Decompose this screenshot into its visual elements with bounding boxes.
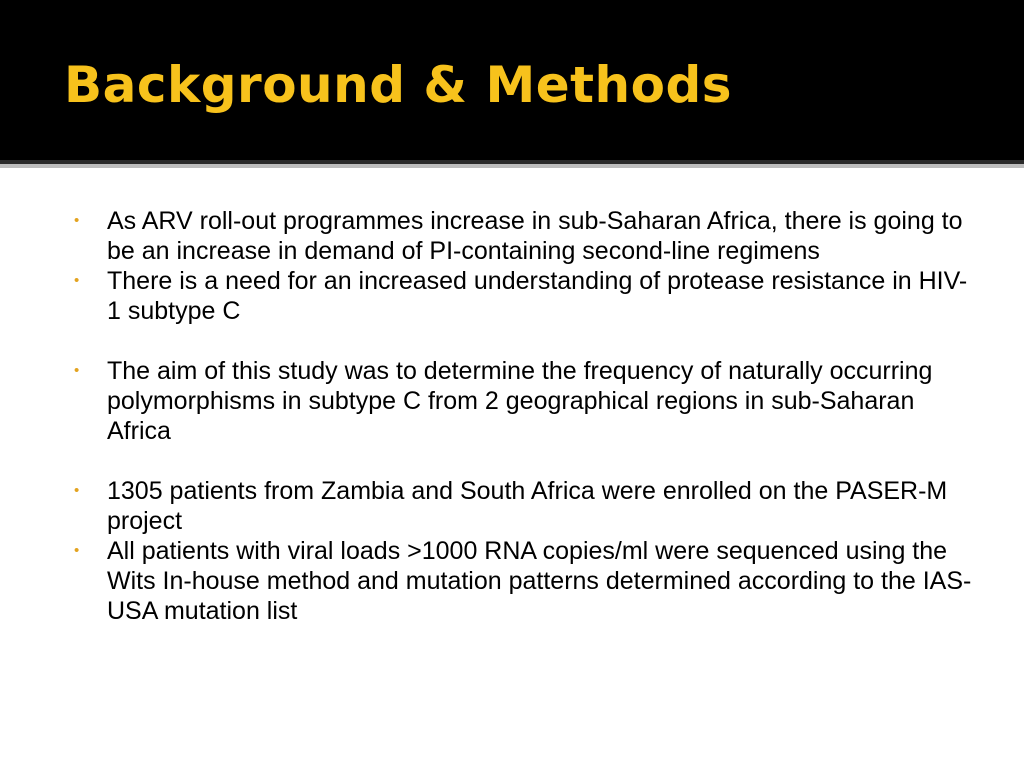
title-divider-light (0, 164, 1024, 168)
slide-title: Background & Methods (64, 56, 733, 114)
bullet-item (74, 476, 974, 536)
bullet-list (74, 206, 974, 626)
bullet-item (74, 266, 974, 326)
bullet-icon: • (74, 272, 80, 289)
slide-body (74, 206, 974, 626)
bullet-text: All patients with viral loads >1000 RNA copies/ml were sequenced using the Wits In-house method and mutation patterns determined according to the IAS-USA mutation list (107, 537, 972, 625)
bullet-text: The aim of this study was to determine the frequency of naturally occurring polymorphisms in subtype C from 2 geographical regions in sub-Saharan Africa (107, 357, 933, 445)
title-bar (0, 0, 1024, 160)
bullet-item (74, 536, 974, 626)
bullet-icon: • (74, 482, 80, 499)
bullet-text: As ARV roll-out programmes increase in sub-Saharan Africa, there is going to be an increase in demand of PI-containing second-line regimens (107, 207, 963, 265)
bullet-text: There is a need for an increased understanding of protease resistance in HIV-1 subtype C (107, 267, 968, 325)
bullet-icon: • (74, 212, 80, 229)
bullet-text: 1305 patients from Zambia and South Africa were enrolled on the PASER-M project (107, 477, 948, 535)
bullet-item (74, 206, 974, 266)
bullet-item (74, 356, 974, 446)
bullet-icon: • (74, 362, 80, 379)
bullet-icon: • (74, 542, 80, 559)
